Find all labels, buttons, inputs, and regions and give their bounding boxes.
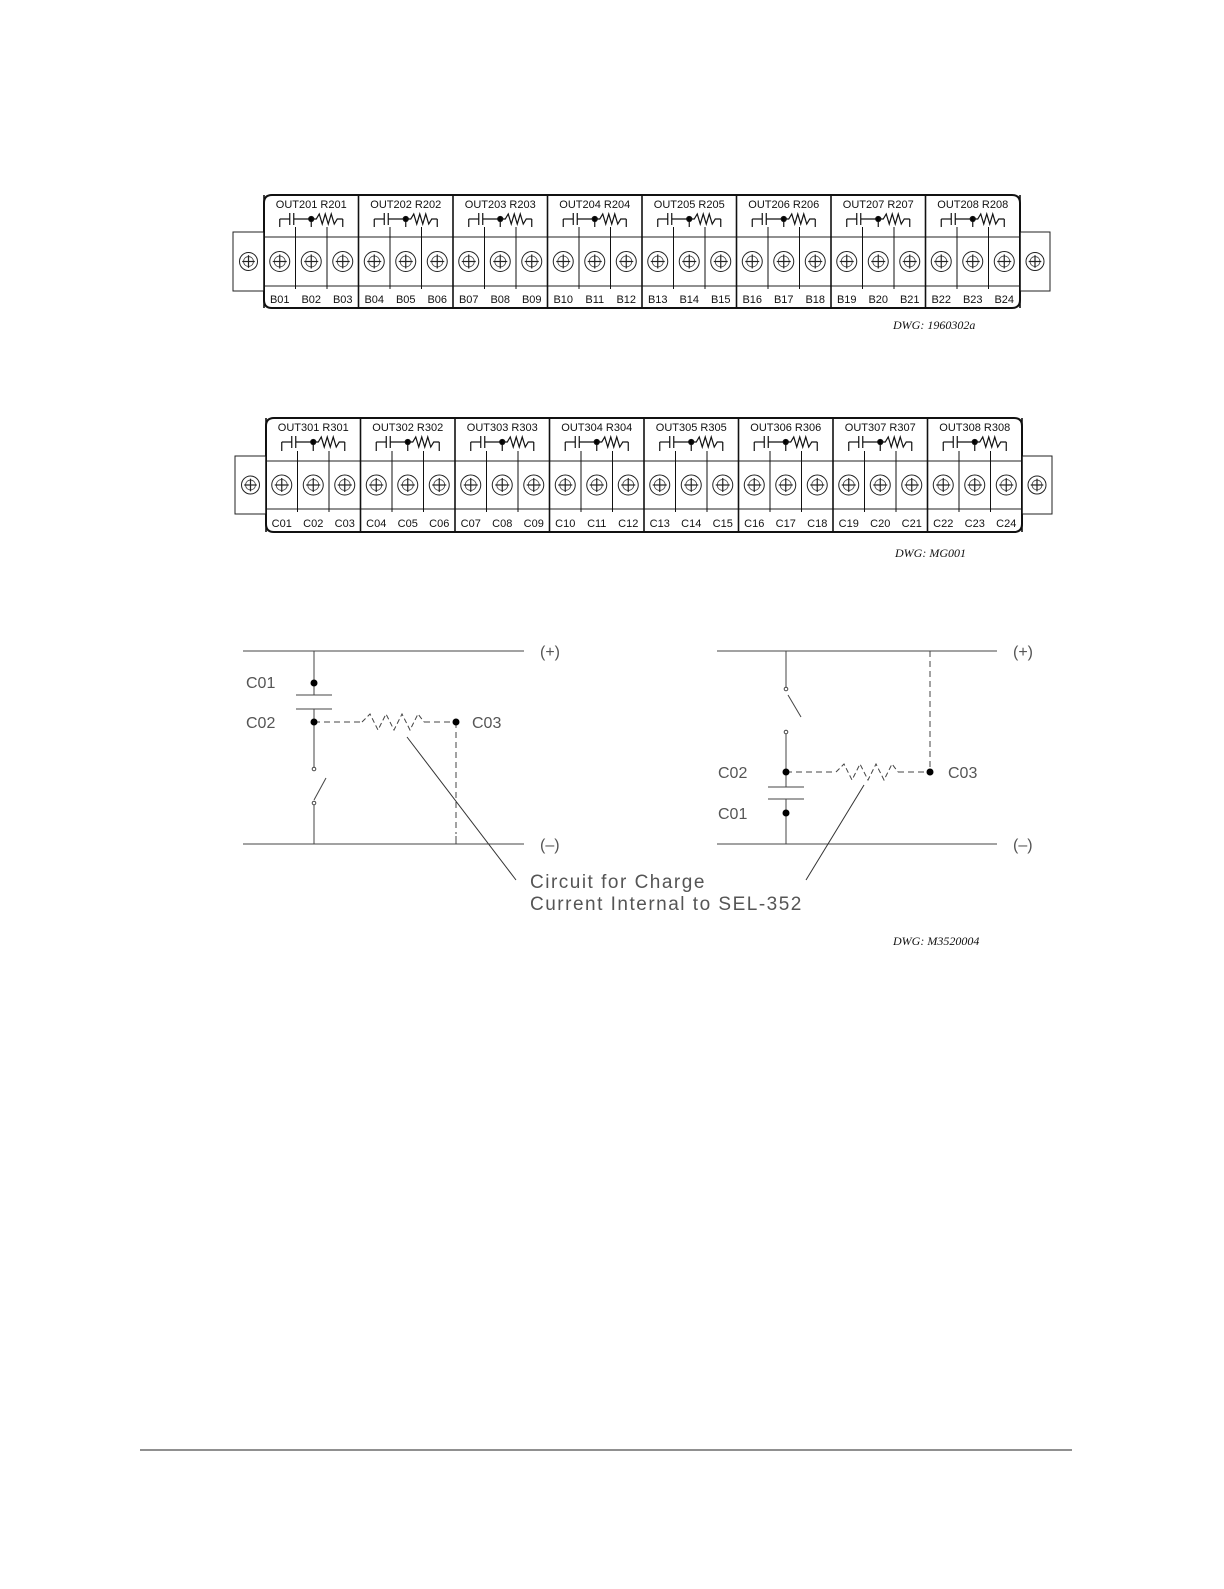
terminal-screw-icon: [868, 252, 888, 272]
terminal-node: [453, 719, 460, 726]
terminal-screw-icon: [301, 252, 321, 272]
terminal-screw-icon: [994, 252, 1014, 272]
terminal-label: C04: [366, 518, 387, 530]
terminal-screw-icon: [333, 252, 353, 272]
leader-line: [806, 785, 864, 880]
terminal-screw-icon: [553, 252, 573, 272]
leader-line: [407, 737, 516, 880]
output-schematic-icon: [565, 436, 628, 451]
terminal-label: B20: [868, 294, 889, 306]
mounting-screw-icon: [1026, 253, 1044, 271]
terminal-screw-icon: [524, 475, 544, 495]
terminal-label: B24: [994, 294, 1015, 306]
output-group-label: OUT201 R201: [275, 199, 347, 211]
terminal-label: C05: [397, 518, 418, 530]
terminal-node: [311, 680, 318, 687]
output-group-label: OUT303 R303: [466, 422, 538, 434]
output-group-label: OUT202 R202: [370, 199, 442, 211]
output-schematic-icon: [943, 436, 1006, 451]
terminal-screw-icon: [650, 475, 670, 495]
terminal-label: B08: [490, 294, 511, 306]
positive-label: (+): [540, 644, 560, 661]
output-group-label: OUT208 R208: [937, 199, 1009, 211]
terminal-label: C23: [964, 518, 985, 530]
output-group-label: OUT203 R203: [464, 199, 536, 211]
terminal-label: B16: [742, 294, 763, 306]
output-schematic-icon: [376, 436, 439, 451]
terminal-label: B22: [931, 294, 952, 306]
output-schematic-icon: [563, 213, 626, 227]
circuit-left: [243, 651, 524, 880]
output-group-label: OUT307 R307: [844, 422, 916, 434]
terminal-label: B05: [395, 294, 416, 306]
circuit-right-nodes: [783, 769, 934, 817]
terminal-label: C01: [271, 518, 292, 530]
terminal-label: B07: [458, 294, 479, 306]
terminal-label: B09: [521, 294, 542, 306]
terminal-screw-icon: [270, 252, 290, 272]
switch-contact: [312, 801, 316, 805]
terminal-screw-icon: [933, 475, 953, 495]
terminal-screw-icon: [774, 252, 794, 272]
terminal-screw-icon: [648, 252, 668, 272]
terminal-screw-icon: [963, 252, 983, 272]
terminal-screw-icon: [776, 475, 796, 495]
mounting-screw-icon: [242, 476, 260, 494]
switch-contact: [784, 730, 788, 734]
terminal-strip-c: [235, 418, 1052, 532]
terminal-screw-icon: [272, 475, 292, 495]
terminal-label: B17: [773, 294, 794, 306]
terminal-label: C22: [933, 518, 954, 530]
terminal-label: B15: [710, 294, 731, 306]
terminal-screw-icon: [396, 252, 416, 272]
terminal-label: B01: [269, 294, 290, 306]
terminal-label: B23: [962, 294, 983, 306]
terminal-label: C14: [681, 518, 702, 530]
terminal-screw-icon: [303, 475, 323, 495]
terminal-label: C18: [807, 518, 828, 530]
output-schematic-icon: [660, 436, 723, 451]
terminal-screw-icon: [807, 475, 827, 495]
node-label-c03: C03: [948, 765, 978, 782]
terminal-label: B14: [679, 294, 700, 306]
terminal-label: C02: [303, 518, 324, 530]
caption-line-2: Current Internal to SEL-352: [530, 894, 803, 915]
terminal-screw-icon: [996, 475, 1016, 495]
terminal-screw-icon: [837, 252, 857, 272]
terminal-screw-icon: [711, 252, 731, 272]
terminal-label: B12: [616, 294, 637, 306]
drawing-number-strip-c: DWG: MG001: [895, 546, 966, 560]
terminal-screw-icon: [805, 252, 825, 272]
drawing-number-strip-b: DWG: 1960302a: [893, 318, 976, 332]
switch-blade: [314, 778, 326, 800]
terminal-label: C16: [744, 518, 765, 530]
terminal-screw-icon: [398, 475, 418, 495]
caption-line-1: Circuit for Charge: [530, 872, 706, 893]
terminal-screw-icon: [335, 475, 355, 495]
terminal-label: B18: [805, 294, 826, 306]
terminal-label: C11: [587, 518, 607, 530]
terminal-screw-icon: [366, 475, 386, 495]
positive-label: (+): [1013, 644, 1033, 661]
terminal-label: C24: [996, 518, 1017, 530]
terminal-label: C12: [618, 518, 639, 530]
terminal-strip-b: [233, 195, 1050, 308]
terminal-screw-icon: [585, 252, 605, 272]
output-group-label: OUT305 R305: [655, 422, 727, 434]
terminal-label: C13: [649, 518, 670, 530]
terminal-label: B13: [647, 294, 668, 306]
terminal-label: C06: [429, 518, 450, 530]
node-label-c01: C01: [718, 806, 748, 823]
terminal-label: C19: [838, 518, 859, 530]
terminal-label: C17: [775, 518, 796, 530]
terminal-screw-icon: [555, 475, 575, 495]
output-schematic-icon: [849, 436, 912, 451]
terminal-label: C08: [492, 518, 513, 530]
node-label-c02: C02: [246, 715, 276, 732]
output-group-label: OUT308 R308: [939, 422, 1011, 434]
terminal-screw-icon: [429, 475, 449, 495]
output-group-label: OUT304 R304: [561, 422, 633, 434]
terminal-screw-icon: [965, 475, 985, 495]
drawing-number-circuits: DWG: M3520004: [893, 934, 980, 948]
terminal-label: C21: [901, 518, 922, 530]
terminal-screw-icon: [839, 475, 859, 495]
output-group-label: OUT204 R204: [559, 199, 631, 211]
output-schematic-icon: [469, 213, 532, 227]
terminal-screw-icon: [742, 252, 762, 272]
terminal-label: B19: [836, 294, 857, 306]
terminal-label: B02: [301, 294, 322, 306]
terminal-label: C20: [870, 518, 891, 530]
terminal-screw-icon: [713, 475, 733, 495]
terminal-node: [927, 769, 934, 776]
terminal-screw-icon: [900, 252, 920, 272]
terminal-screw-icon: [679, 252, 699, 272]
terminal-screw-icon: [681, 475, 701, 495]
output-schematic-icon: [754, 436, 817, 451]
terminal-screw-icon: [427, 252, 447, 272]
output-group-label: OUT306 R306: [750, 422, 822, 434]
terminal-label: B21: [899, 294, 920, 306]
terminal-screw-icon: [931, 252, 951, 272]
terminal-label: C07: [460, 518, 481, 530]
terminal-label: C03: [334, 518, 355, 530]
terminal-screw-icon: [870, 475, 890, 495]
terminal-label: C10: [555, 518, 576, 530]
output-group-label: OUT205 R205: [653, 199, 725, 211]
node-label-c03: C03: [472, 715, 502, 732]
terminal-screw-icon: [902, 475, 922, 495]
terminal-screw-icon: [364, 252, 384, 272]
mounting-screw-icon: [240, 253, 258, 271]
node-label-c01: C01: [246, 675, 276, 692]
output-schematic-icon: [752, 213, 815, 227]
output-schematic-icon: [282, 436, 345, 451]
terminal-screw-icon: [492, 475, 512, 495]
terminal-label: B04: [364, 294, 385, 306]
output-group-label: OUT302 R302: [372, 422, 444, 434]
negative-label: (–): [1013, 837, 1033, 854]
output-schematic-icon: [658, 213, 721, 227]
terminal-label: B11: [585, 294, 605, 306]
terminal-node: [311, 719, 318, 726]
terminal-label: C15: [712, 518, 733, 530]
terminal-node: [783, 810, 790, 817]
resistor-symbol: [836, 764, 898, 780]
switch-contact: [784, 687, 788, 691]
terminal-screw-icon: [490, 252, 510, 272]
resistor-symbol: [362, 714, 424, 730]
terminal-label: B03: [332, 294, 353, 306]
switch-contact: [312, 767, 316, 771]
terminal-screw-icon: [744, 475, 764, 495]
terminal-label: C09: [523, 518, 544, 530]
output-schematic-icon: [471, 436, 534, 451]
terminal-screw-icon: [618, 475, 638, 495]
output-group-label: OUT206 R206: [748, 199, 820, 211]
negative-label: (–): [540, 837, 560, 854]
output-schematic-icon: [847, 213, 910, 227]
circuit-left-nodes: [311, 680, 460, 726]
terminal-screw-icon: [459, 252, 479, 272]
output-schematic-icon: [941, 213, 1004, 227]
terminal-screw-icon: [522, 252, 542, 272]
output-group-label: OUT207 R207: [842, 199, 914, 211]
terminal-node: [783, 769, 790, 776]
output-schematic-icon: [374, 213, 437, 227]
terminal-screw-icon: [616, 252, 636, 272]
output-group-label: OUT301 R301: [277, 422, 349, 434]
terminal-label: B10: [553, 294, 574, 306]
mounting-screw-icon: [1028, 476, 1046, 494]
output-schematic-icon: [280, 213, 343, 227]
terminal-label: B06: [427, 294, 448, 306]
terminal-screw-icon: [587, 475, 607, 495]
terminal-screw-icon: [461, 475, 481, 495]
switch-blade: [788, 695, 801, 717]
node-label-c02: C02: [718, 765, 748, 782]
